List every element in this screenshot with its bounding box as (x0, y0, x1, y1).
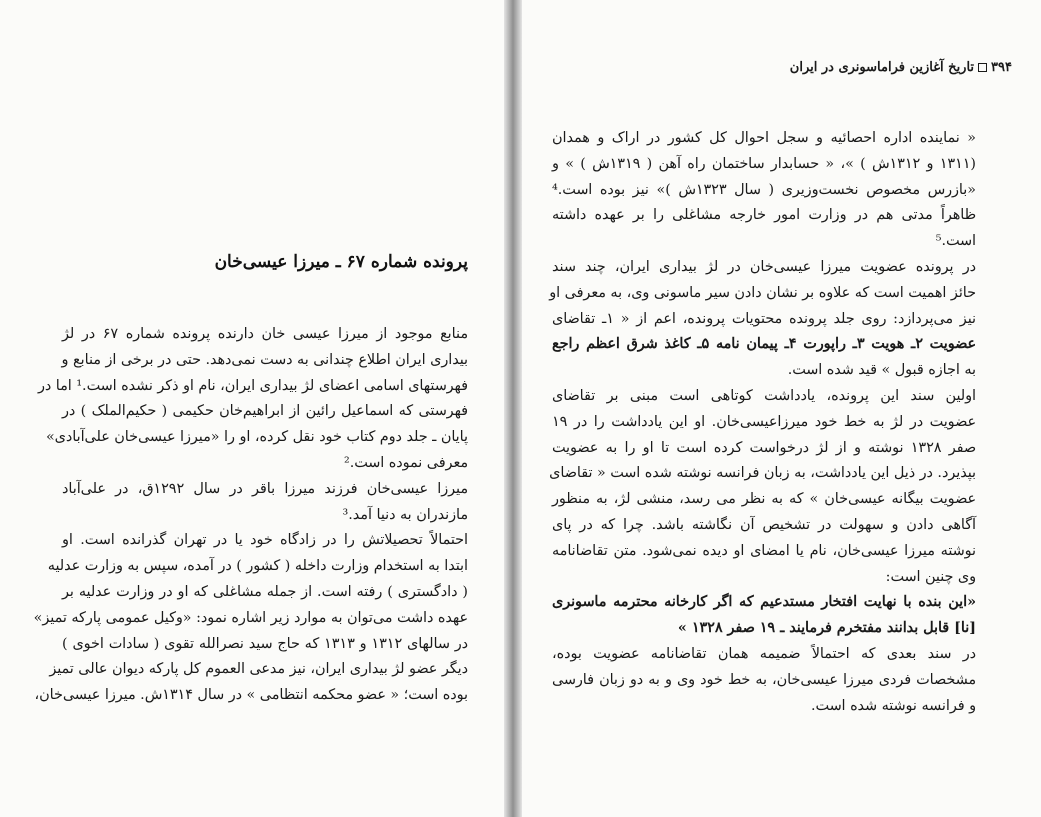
text-line: عضویت در لژ به خط خود میرزاعیسی‌خان. او این یادداشت را در ۱۹ (552, 413, 976, 430)
text-line: ( دادگستری ) رفته است. از جمله مشاغلی که او در وزارت عدلیه بر (62, 583, 468, 600)
text-line: احتمالاً تحصیلاتش را در زادگاه خود یا در تهران گذرانده است. او (62, 532, 468, 549)
text-line: فهرستی که اسماعیل رائین از ابراهیم‌خان حکیمی ( حکیم‌الملک ) در (62, 403, 468, 420)
text-line: دیگر عضو لژ بیداری ایران، نیز مدعی العموم کل پارکه دیوان عالی تمیز (49, 661, 468, 678)
left-body-text (33, 322, 469, 709)
text-line: عضویت ۲ـ هویت ۳ـ راپورت ۴ـ پیمان نامه ۵ـ کاغذ شرق اعظم راجع (552, 336, 977, 353)
text-line: پایان ـ جلد دوم کتاب خود نقل کرده، او را «میرزا عیسی‌خان علی‌آبادی» (45, 429, 468, 446)
text-line: فهرستهای اسامی اعضای لژ بیداری ایران، نام او ذکر نشده است.¹ اما در (37, 377, 468, 394)
text-line: «بازرس مخصوص نخست‌وزیری ( سال ۱۳۲۳ش )» نیز بوده است.⁴ (552, 181, 976, 198)
text-line: است.⁵ (935, 233, 976, 250)
text-line: حائز اهمیت است که علاوه بر نشان دادن سیر ماسونی وی، به معرفی او (549, 284, 976, 301)
text-line: ابتدا به استخدام وزارت داخله ( کشور ) در آمده، سپس به وزارت عدلیه (47, 558, 468, 575)
text-line: آگاهی دادن و سهولت در تشخیص آن نگاشته باشد. چرا که در پای (552, 516, 976, 533)
quoted-request-line: [نا] قابل بدانند مفتخرم فرمایند ـ ۱۹ صفر ۱۳۲۸ » (677, 620, 976, 637)
text-line: نیز می‌پردازد: روی جلد پرونده محتویات پرونده، اعم از « ۱ـ تقاضای (552, 310, 976, 327)
running-head (762, 60, 1012, 75)
page-number: ۳۹۴ (991, 60, 1012, 75)
text-line: وی چنین است: (885, 568, 976, 585)
text-line: در پرونده عضویت میرزا عیسی‌خان در لژ بیداری ایران، چند سند (552, 258, 976, 275)
text-line: « نماینده اداره احصائیه و سجل احوال کل کشور در اراک و همدان (552, 130, 976, 146)
text-line: بوده است؛ « عضو محکمه انتظامی » در سال ۱۳۱۴ش. میرزا عیسی‌خان، (34, 687, 468, 704)
text-line: به اجازه قبول » قید شده است. (787, 362, 976, 379)
left-page (0, 0, 504, 817)
text-line: مازندران به دنیا آمد.³ (342, 506, 468, 523)
text-line: مشخصات فردی میرزا عیسی‌خان، به خط خود وی و به دو زبان فارسی (552, 671, 976, 688)
right-page (522, 0, 1041, 817)
text-line: ظاهراً مدتی هم در وزارت امور خارجه مشاغلی را بر عهده داشته (552, 207, 976, 224)
square-ornament-icon (978, 63, 987, 72)
text-line: منابع موجود از میرزا عیسی خان دارنده پرونده شماره ۶۷ در لژ (62, 326, 468, 342)
text-line: عهده داشت می‌توان به موارد زیر اشاره نمود: «وکیل عمومی پارکه تمیز» (33, 609, 468, 626)
text-line: صفر ۱۳۲۸ نوشته و از لژ درخواست کرده است تا او را به عضویت (552, 439, 976, 456)
text-line: و فرانسه نوشته شده است. (810, 697, 976, 714)
text-line: بیداری ایران اطلاع چندانی به دست نمی‌دهد. حتی در برخی از منابع و (61, 351, 468, 368)
text-line: معرفی نموده است.² (343, 454, 468, 471)
text-line: در سالهای ۱۳۱۲ و ۱۳۱۳ که حاج سید نصرالله تقوی ( سادات اخوی ) (62, 635, 468, 652)
book-gutter (504, 0, 522, 817)
running-head-title: تاریخ آغازین فراماسونری در ایران (789, 60, 975, 75)
text-line: (۱۳۱۱ و ۱۳۱۲ش ) »، « حسابدار ساختمان راه آهن ( ۱۳۱۹ش ) » و (552, 155, 976, 172)
text-line: میرزا عیسی‌خان فرزند میرزا باقر در سال ۱۲۹۲ق، در علی‌آباد (62, 480, 469, 497)
text-line: نوشته میرزا عیسی‌خان، نام یا امضای او دیده نمی‌شود. متن تقاضانامه (552, 542, 976, 559)
right-body-text (549, 126, 977, 719)
quoted-request-line: «این بنده با نهایت افتخار مستدعیم که اگر کارخانه محترمه ماسونری (552, 594, 976, 611)
text-line: اولین سند این پرونده، یادداشت کوتاهی است مبنی بر تقاضای (552, 387, 976, 404)
text-line: در سند بعدی که احتمالاً ضمیمه همان تقاضانامه عضویت بوده، (552, 645, 976, 662)
text-line: بپذیرد. در ذیل این یادداشت، به زبان فرانسه نوشته شده است « تقاضای (549, 465, 976, 482)
text-line: عضویت بیگانه عیسی‌خان » که به نظر می رسد، منشی لژ، به منظور (552, 491, 976, 508)
section-title: پرونده شماره ۶۷ ـ میرزا عیسی‌خان (214, 252, 468, 272)
